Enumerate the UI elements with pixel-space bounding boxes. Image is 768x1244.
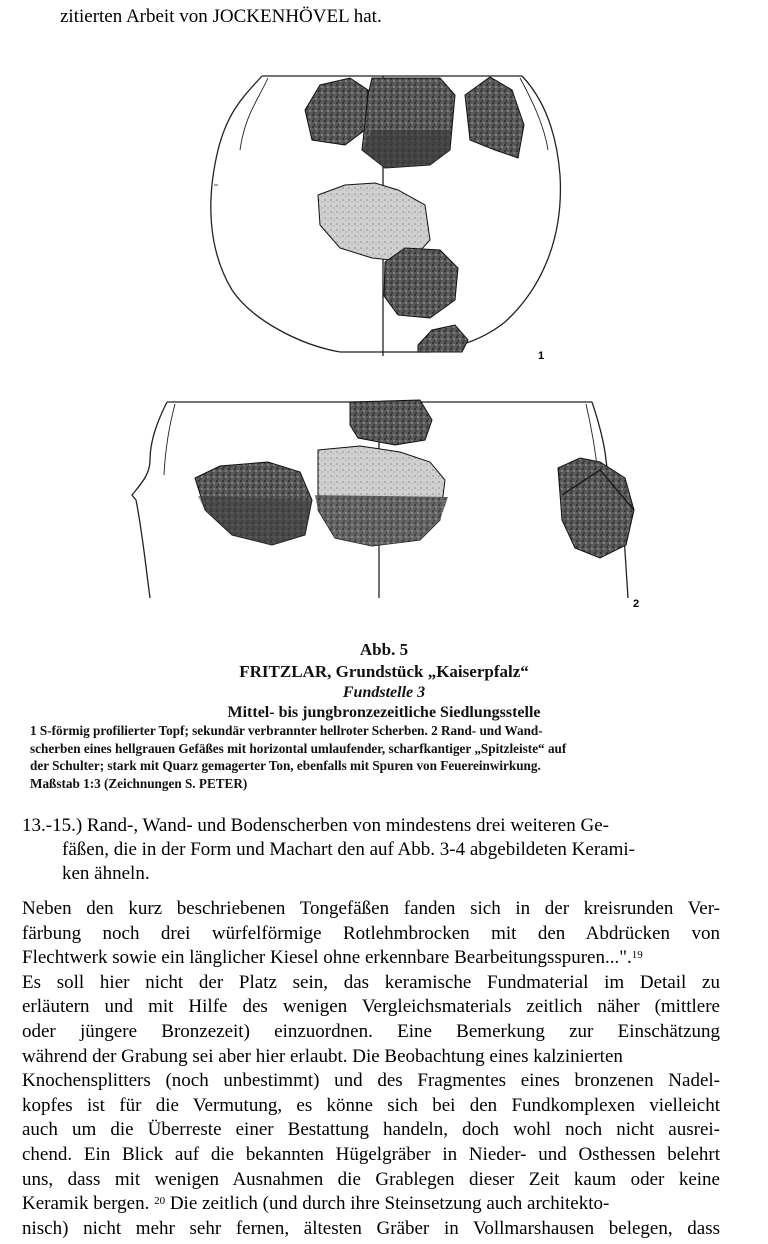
sherd-2a [350,400,432,445]
sherd-1e [384,248,458,318]
figure-dating: Mittel- bis jungbronzezeitliche Siedlungsstelle [227,704,541,721]
body-line: oder jüngere Bronzezeit) einzuordnen. Eine Bemerkung zur Einschätzung [22,1020,720,1042]
body-line: nisch) nicht mehr sehr fernen, ältesten Gräber in Vollmarshausen belegen, dass [22,1217,720,1239]
entry-first-line: 13.-15.) Rand-, Wand- und Bodenscherben von mindestens drei weiteren Ge- [22,815,609,836]
footnote-ref-20: 20 [154,1195,166,1208]
caption-line: 1 S-förmig profilierter Topf; sekundär verbrannter hellroter Scherben. 2 Rand- und Wand- [30,723,543,738]
body-line [22,1192,720,1217]
body-line [22,946,720,971]
sherd-1f [418,325,468,352]
footnote-ref-19: 19 [631,949,643,962]
body-line: Es soll hier nicht der Platz sein, das keramische Fundmaterial im Detail zu [22,971,720,993]
body-line: kopfes ist für die Vermutung, es könne sich bei den Fundkomplexen vielleicht [22,1094,720,1116]
vessel-1-number: 1 [538,350,545,362]
body-line: Knochensplitters (noch unbestimmt) und des Fragmentes eines bronzenen Nadel- [22,1070,720,1092]
body-line-text: Die zeitlich (und durch ihre Steinsetzung auch architekto- [169,1193,610,1215]
pottery-drawing [0,0,768,620]
figure-fundstelle: Fundstelle 3 [342,684,426,701]
entry-line: ken ähneln. [62,863,150,884]
list-entry-13-15 [22,814,720,886]
body-line-text: Flechtwerk sowie ein länglicher Kiesel ohne erkennbare Bearbeitungsspuren...". [22,947,632,969]
body-line-text: Keramik bergen. [22,1193,150,1215]
body-line: auch um die Überreste einer Bestattung handeln, doch wohl noch nicht ausrei- [22,1119,720,1141]
body-line: färbung noch drei würfelförmige Rotlehmbrocken mit den Abdrücken von [22,922,720,944]
body-line: während der Grabung sei aber hier erlaubt. Die Beobachtung eines kalzinierten [22,1045,623,1067]
sherd-1c [465,77,524,158]
figure-caption-body [30,722,680,792]
header-line: zitierten Arbeit von JOCKENHÖVEL hat. [60,6,382,27]
figure-title: Abb. 5 [359,640,409,659]
caption-line: der Schulter; stark mit Quarz gemagerter Ton, ebenfalls mit Spuren von Feuereinwirkung. [30,758,541,773]
body-line: chend. Ein Blick auf die bekannten Hügelgräber in Nieder- und Osthessen belehrt [22,1143,720,1165]
caption-line: Maßstab 1:3 (Zeichnungen S. PETER) [30,775,248,791]
body-paragraph [22,897,720,1241]
body-line: Neben den kurz beschriebenen Tongefäßen fanden sich in der kreisrunden Ver- [22,898,720,919]
body-line: erläutern und mit Hilfe des wenigen Vergleichsmaterials zeitlich näher (mittlere [22,996,720,1018]
entry-line: fäßen, die in der Form und Machart den auf Abb. 3-4 abgebildeten Kerami- [62,839,635,860]
body-line: uns, dass mit wenigen Ausnahmen die Grablegen dieser Zeit kaum oder keine [22,1168,720,1190]
sherd-1a [305,78,368,145]
vessel-2-number: 2 [633,598,640,610]
caption-line: scherben eines hellgrauen Gefäßes mit horizontal umlaufender, scharfkantiger „Spitzleiste“ auf [30,740,567,756]
figure-site: FRITZLAR, Grundstück „Kaiserpfalz“ [239,662,529,681]
